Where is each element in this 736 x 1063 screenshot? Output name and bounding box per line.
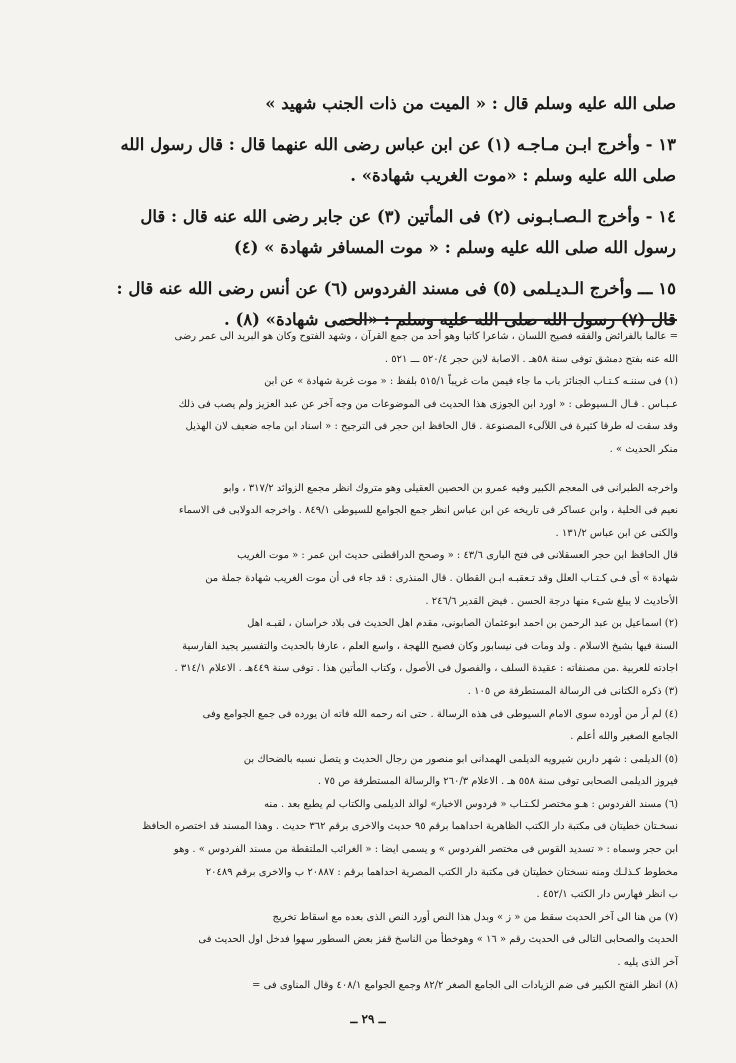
footnote-line: شهادة » أى فـى كـتـاب العلل وقد تـعقبـه ابـن القطان . قال المنذرى : قد جاء فى أن موت الغريب شهادة جملة من — [205, 572, 678, 584]
footnote-line: نعيم فى الحلية ، وابن عساكر فى تاريخه عن ابن عباس انظر جمع الجوامع للسيوطى ٨٤٩/١ . واخرجه الدولابى فى الاسماء — [178, 505, 678, 517]
footnote-6: (٦) مسند الفردوس : هـو مختصر لكـتـاب « فردوس الاخبار» لوالد الديلمى والكتاب لم يطبع بعد . منه — [264, 798, 678, 810]
main-line: صلى الله عليه وسلم قال : « الميت من ذات الجنب شهيد » — [265, 94, 676, 113]
footnote-4: (٤) لم أر من أورده سوى الامام السيوطى فى هذه الرسالة . حتى انه رحمه الله فاته ان يورده فى جمع الجوامع وفى — [202, 708, 678, 720]
footnote-line: والكنى عن ابن عباس ١٣١/٢ . — [555, 527, 678, 539]
hadith-15-line: ١٥ ـــ وأخرج الـديـلمى (٥) فى مسند الفردوس (٦) عن أنس رضى الله عنه قال : — [116, 279, 676, 298]
footnote-line: فيروز الديلمى الصحابى توفى سنة ٥٥٨ هـ . الاعلام ٢٦٠/٣ والرسالة المستطرفة ص ٧٥ . — [317, 776, 678, 788]
footnote-separator — [345, 319, 677, 321]
footnote-line: الله عنه بفتح دمشق توفى سنة ٥٨هـ . الاصابة لابن حجر ٥٢٠/٤ ـــ ٥٢١ . — [384, 353, 678, 365]
hadith-13-line: ١٣ - وأخرج ابـن مـاجـه (١) عن ابن عباس رضى الله عنهما قال : قال رسول الله — [120, 135, 676, 154]
footnote-line: نسخـتان خطيتان فى مكتبة دار الكتب الظاهرية احداهما برقم ٩٥ حديث والاخرى برقم ٣٦٢ حديث . وهذا المسند قد اختصره الحافظ — [141, 821, 678, 833]
main-line: صلى الله عليه وسلم : «موت الغريب شهادة» . — [350, 166, 676, 185]
footnote-line: السنة فيها بشيخ الاسلام . ولد ومات فى نيسابور وكان فصيح اللهجة ، واسع العلم ، عارفا بالحديث والتفسير يجيد الفارسية — [182, 640, 678, 652]
footnote-line: وقد سقت له طرقا كثيرة فى اللآلىء المصنوعة . قال الحافظ ابن حجر فى الترجيح : « اسناد ابن ماجه ضعيف لان الهذيل — [185, 421, 678, 433]
footnote-2: (٢) اسماعيل بن عبد الرحمن بن احمد ابوعثمان الصابونى، مقدم اهل الحديث فى بلاد خراسان ، لقبـه اهل — [247, 618, 678, 630]
footnote-line: الحديث والصحابى التالى فى الحديث رقم « ١٦ » وهوخطأ من الناسخ قفز بعض السطور سهوا فدخل اول الحديث فى — [198, 934, 678, 946]
footnote-line: الجامع الصغير والله أعلم . — [570, 731, 678, 743]
page-number: ــ ٢٩ ــ — [350, 1012, 386, 1026]
main-line: رسول الله صلى الله عليه وسلم : « موت المسافر شهادة » (٤) — [233, 238, 676, 257]
footnote-7: (٧) من هنا الى آخر الحديث سقط من « ز » وبدل هذا النص أورد النص الذى بعده مع اسقاط تخريج — [272, 911, 678, 923]
footnote-line: قال الحافظ ابن حجر العسقلانى فى فتح البارى ٤٣/٦ : « وصحح الدراقطنى حديث ابن عمر : « موت الغريب — [237, 550, 678, 562]
footnote-3: (٣) ذكره الكتانى فى الرسالة المستطرفة ص ١٠٥ . — [467, 685, 678, 697]
footnotes — [56, 327, 678, 998]
footnote-line: مخطوط كـذلـك ومنه نسختان خطيتان فى مكتبة دار الكتب المصرية احداهما برقم : ٢٠٨٨٧ ب والاخرى برقم ٢٠٤٨٩ — [205, 866, 678, 878]
footnote-line: واخرجه الطبرانى فى المعجم الكبير وفيه عمرو بن الحصين العقيلى وهو متروك انظر مجمع الزوائد ٣١٧/٢ ، وابو — [223, 482, 678, 494]
footnote-line: ب انظر فهارس دار الكتب ٤٥٢/١ . — [536, 889, 678, 901]
footnote-line: منكر الحديث » . — [609, 443, 678, 455]
footnote-line: اجادته للعربية .من مصنفاته : عقيدة السلف ، والفصول فى الأصول ، وكتاب المأتين هذا . توفى سنة ٤٤٩هـ . الاعلام ٣١٤/١ . — [174, 663, 678, 675]
footnote-8: (٨) انظر الفتح الكبير فى ضم الزيادات الى الجامع الصغر ٨٢/٢ وجمع الجوامع ٤٠٨/١ وقال المناوى فى = — [252, 979, 678, 991]
hadith-14-line: ١٤ - وأخرج الـصـابـونى (٢) فى المأتين (٣) عن جابر رضى الله عنه قال : قال — [140, 207, 676, 226]
footnote-line: = عالما بالفرائض والفقه فصيح اللسان ، شاعرا كاتبا وهو أحد من جمع القرآن ، وشهد الفتوح وكان هو البريد الى عمر رضى — [174, 331, 678, 342]
footnote-line: ابن حجر وسماه : « تسديد القوس فى مختصر الفردوس » و يسمى ايضا : « الغرائب الملتقطة من مسند الفردوس » . وهو — [173, 844, 678, 856]
main-text — [60, 88, 676, 335]
footnote-5: (٥) الديلمى : شهر داربن شيرويه الديلمى الهمدانى ابو منصور من رجال الحديث و يتصل نسبه بالضحاك بن — [243, 753, 678, 765]
footnote-line: عـبـاس . قـال الـسيوطى : « اورد ابن الجوزى هذا الحديث فى الموضوعات من وجه آخر عن عبد العزيز ولم يصب فى ذلك — [178, 398, 678, 410]
footnote-line: آخر الذى يليه . — [617, 957, 678, 969]
footnote-1: (١) فى سننـه كـتـاب الجنائز باب ما جاء فيمن مات غريباً ٥١٥/١ بلفظ : « موت غربة شهادة » عن ابن — [264, 376, 678, 388]
footnote-line: الأحاديث لا يبلغ شىء منها درجة الحسن . فيض القدير ٢٤٦/٦ . — [425, 595, 678, 607]
main-line: قال (٧) رسول الله صلى الله عليه وسلم : «الحمى شهادة» (٨) . — [223, 310, 676, 329]
